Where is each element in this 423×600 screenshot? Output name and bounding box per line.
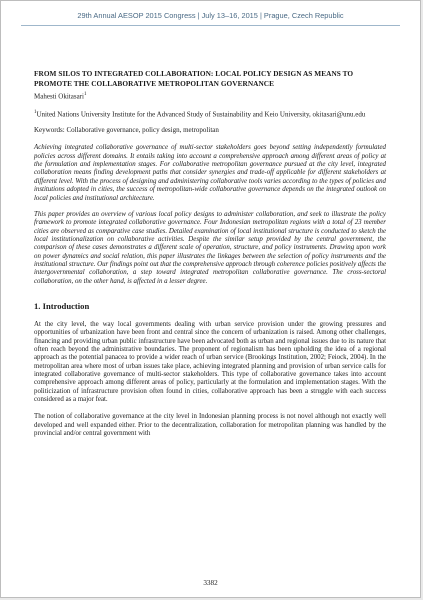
paper-author [34, 92, 386, 100]
paper-content [34, 69, 386, 438]
affiliation-text: United Nations University Institute for the Advanced Study of Sustainability and Keio University, okitasari@unu.edu [36, 109, 366, 118]
author-affiliation [34, 109, 386, 119]
body-paragraph-2: The notion of collaborative governance at the city level in Indonesian planning process is not novel although not exactly well developed and well expanded either. Prior to the decentralization, collaboration for metropolitan planning was handled by the provincial and/or central government with [34, 413, 386, 438]
body-paragraph-1: At the city level, the way local governments dealing with urban service provision under the growing pressures and opportunities of urbanization have been front and central since the concern of urbanization is raised. Among other challenges, financing and providing urban public infrastructure have been advocated both as urban and regional issues due to its nature that often reach beyond the administrative boundaries. The proponent of regionalism has been upholding the idea of a regional approach as the potential panacea to provide a wider reach of urban service (Brookings Institution, 2002; Feiock, 2004). In the metropolitan area where most of urban issues take place, achieving integrated planning and provision of urban service calls for integrated collaborative governance of multi-sector stakeholders. This type of collaborative governance takes into account comprehensive approach among different areas of policy, particularly at the formulation and implementation stages. With the politicization of infrastructure provision often found in cities, collaborative approach has been a struggle with each success considered as a major feat. [34, 320, 386, 404]
header-divider [21, 25, 400, 26]
page-number: 3382 [203, 579, 218, 587]
paper-title: FROM SILOS TO INTEGRATED COLLABORATION: LOCAL POLICY DESIGN AS MEANS TO PROMOTE THE COLLABORATIVE METROPOLITAN GOVERNANCE [34, 69, 354, 88]
affiliation-footnote-mark: 1 [34, 109, 37, 115]
abstract-paragraph-2: This paper provides an overview of various local policy designs to administer collaboration, and seek to illustrate the policy framework to promote integrated collaborative governance. Four Indonesian metropolitan regions with a total of 23 member cities are observed as comparative case studies. Detailed examination of local institutional structure is conducted to sketch the local institutionalization on collaborative activities. Despite the similar setup provided by the central government, the comparison of these cases demonstrates a different scale of operation, structure, and policy instruments. Drawing upon work on power dynamics and social relation, this paper illustrates the linkages between the selection of policy instruments and the institutional structure. Our findings point out that the comprehensive approach through coherence policies positively affects the intergovernmental collaboration, a step toward integrated metropolitan collaborative governance. The cross-sectoral collaboration, on the other hand, is affected in a lesser degree. [34, 210, 387, 285]
paper-keywords: Keywords: Collaborative governance, policy design, metropolitan [34, 126, 219, 135]
author-name: Mahesti Okitasari [34, 92, 84, 101]
abstract-paragraph-1: Achieving integrated collaborative governance of multi-sector stakeholders goes beyond setting independently formulated policies across different domains. It entails taking into account a comprehensive approach among different areas of policy at the formulation and implementation stages. For collaborative metropolitan governance pursued at the city level, integrated collaboration means finding development paths that consider synergies and trade-off applicable for different stakeholders at different level. With the process of designing and administering collaborative tools varies according to the types of policies and institutions adopted in cities, the success of metropolitan-wide collaborative governance depends on the integrated outlook on local policies and institutional architecture. [34, 144, 386, 202]
author-footnote-mark: 1 [83, 92, 87, 98]
section-heading-introduction: 1. Introduction [34, 300, 90, 311]
conference-header: 29th Annual AESOP 2015 Congress | July 13–16, 2015 | Prague, Czech Republic [77, 11, 344, 20]
